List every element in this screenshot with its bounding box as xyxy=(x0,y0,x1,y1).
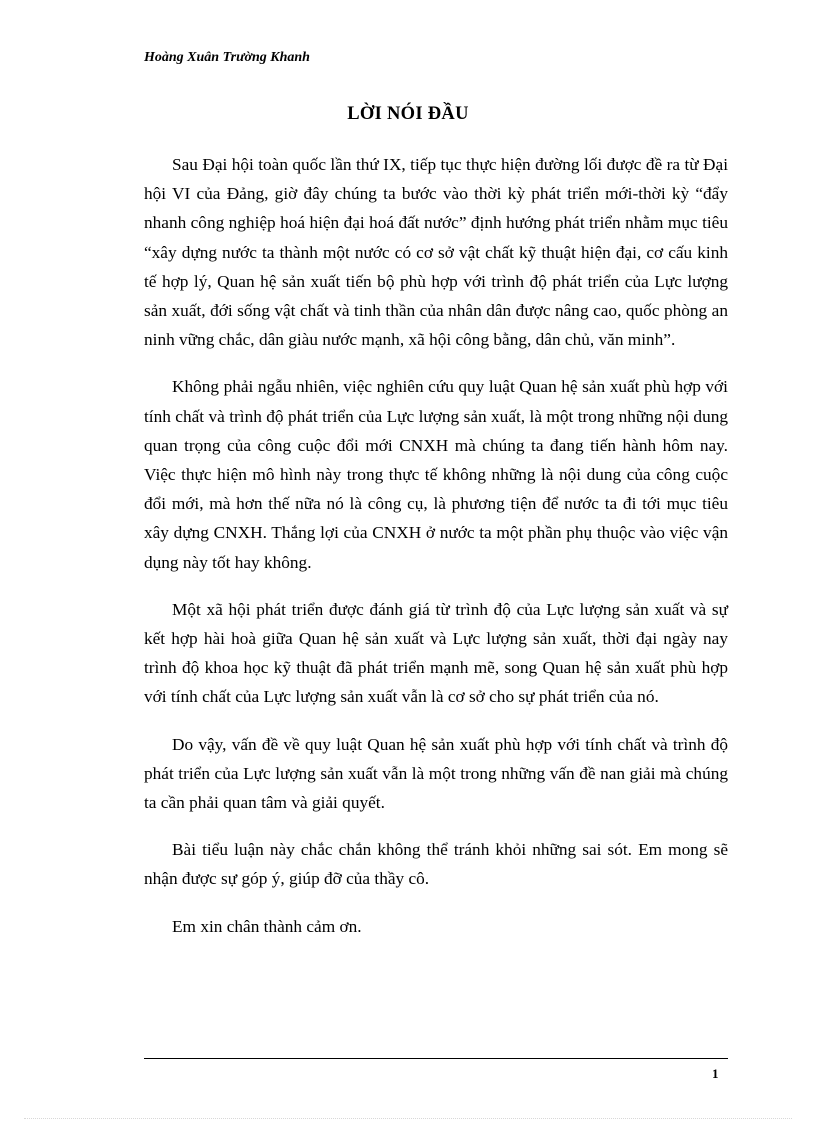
paragraph-4: Do vậy, vấn đề về quy luật Quan hệ sản xuất phù hợp với tính chất và trình độ phát triển của Lực lượng sản xuất vẫn là một trong những vấn đề nan giải mà chúng ta cần phải quan tâm và giải quyết. xyxy=(144,734,728,813)
page-edge-divider xyxy=(24,1118,792,1119)
paragraph-1: Sau Đại hội toàn quốc lần thứ IX, tiếp tục thực hiện đường lối được đề ra từ Đại hội VI của Đảng, giờ đây chúng ta bước vào thời kỳ phát triển mới-thời kỳ “đẩy nhanh công nghiệp hoá hiện đại hoá đất nước” định hướng phát triển nhằm mục tiêu “xây dựng nước ta thành một nước có cơ sở vật chất kỹ thuật hiện đại, cơ cấu kinh tế hợp lý, Quan hệ sản xuất tiến bộ phù hợp với trình độ phát triển của Lực lượng sản xuất, đới sống vật chất và tinh thần của nhân dân được nâng cao, quốc phòng an ninh vững chắc, dân giàu nước mạnh, xã hội công bằng, dân chủ, văn minh”. xyxy=(144,155,728,350)
page-number: 1 xyxy=(712,1066,719,1081)
paragraph-5: Bài tiểu luận này chắc chắn không thể tránh khỏi những sai sót. Em mong sẽ nhận được sự góp ý, giúp đỡ của thầy cô. xyxy=(144,840,728,889)
document-title: LỜI NÓI ĐẦU xyxy=(347,104,469,124)
paragraph-2: Không phải ngẫu nhiên, việc nghiên cứu quy luật Quan hệ sản xuất phù hợp với tính chất và trình độ phát triển của Lực lượng sản xuất, là một trong những nội dung quan trọng của công cuộc đổi mới CNXH mà chúng ta đang tiến hành hôm nay. Việc thực hiện mô hình này trong thực tế không những là nội dung của công cuộc đổi mới, mà hơn thế nữa nó là công cụ, là phương tiện để nước ta đi tới mục tiêu xây dựng CNXH. Thắng lợi của CNXH ở nước ta một phần phụ thuộc vào việc vận dụng này tốt hay không. xyxy=(144,377,728,572)
paragraph-6: Em xin chân thành cảm ơn. xyxy=(172,916,362,936)
paragraph-3: Một xã hội phát triển được đánh giá từ trình độ của Lực lượng sản xuất và sự kết hợp hài hoà giữa Quan hệ sản xuất và Lực lượng sản xuất, thời đại ngày nay trình độ khoa học kỹ thuật đã phát triển mạnh mẽ, song Quan hệ sản xuất phù hợp với tính chất của Lực lượng sản xuất vẫn là cơ sở cho sự phát triển của nó. xyxy=(144,599,728,707)
document-body xyxy=(144,150,728,959)
page-header-author: Hoàng Xuân Trường Khanh xyxy=(144,50,310,65)
footer-divider xyxy=(144,1058,728,1059)
